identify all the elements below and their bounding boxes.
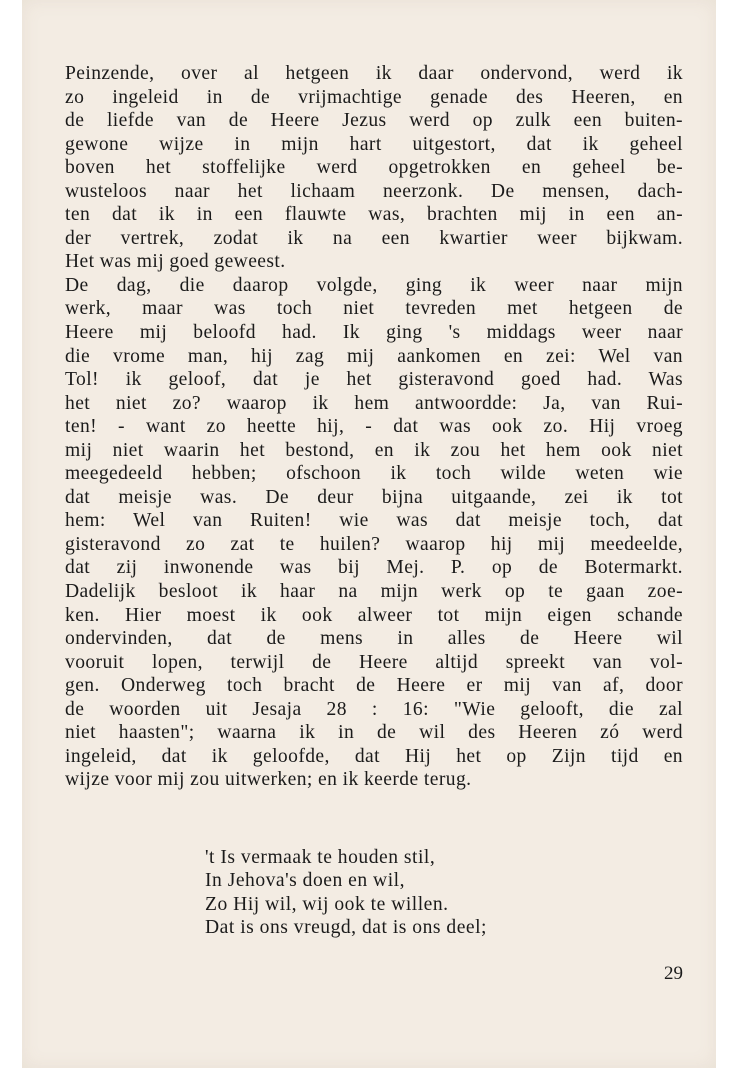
body-text <box>65 62 683 792</box>
text-line: dat zij inwonende was bij Mej. P. op de Botermarkt. <box>65 557 683 579</box>
text-line: niet haasten"; waarna ik in de wil des Heeren zó werd <box>65 722 683 744</box>
text-line: Dadelijk besloot ik haar na mijn werk op te gaan zoe- <box>65 581 683 603</box>
book-page <box>22 0 716 1068</box>
poem-line: In Jehova's doen en wil, <box>205 870 405 892</box>
text-line: die vrome man, hij zag mij aankomen en zei: Wel van <box>65 345 683 367</box>
text-line: de liefde van de Heere Jezus werd op zulk een buiten- <box>65 110 683 132</box>
text-line: wijze voor mij zou uitwerken; en ik keerde terug. <box>65 769 472 791</box>
text-line: Tol! ik geloof, dat je het gisteravond goed had. Was <box>65 369 683 391</box>
text-line: gisteravond zo zat te huilen? waarop hij mij meedeelde, <box>65 533 683 555</box>
text-line: De dag, die daarop volgde, ging ik weer naar mijn <box>65 274 683 296</box>
text-line: ondervinden, dat de mens in alles de Heere wil <box>65 628 683 650</box>
text-line: vooruit lopen, terwijl de Heere altijd spreekt van vol- <box>65 651 683 673</box>
poem-line: Dat is ons vreugd, dat is ons deel; <box>205 916 487 938</box>
text-line: mij niet waarin het bestond, en ik zou het hem ook niet <box>65 439 683 461</box>
poem-stanza <box>205 846 487 939</box>
text-line: het niet zo? waarop ik hem antwoordde: Ja, van Rui- <box>65 392 683 414</box>
text-line: ingeleid, dat ik geloofde, dat Hij het op Zijn tijd en <box>65 745 683 767</box>
text-line: boven het stoffelijke werd opgetrokken en geheel be- <box>65 157 683 179</box>
text-line: Heere mij beloofd had. Ik ging 's middags weer naar <box>65 322 683 344</box>
text-line: der vertrek, zodat ik na een kwartier weer bijkwam. <box>65 227 683 249</box>
text-line: gewone wijze in mijn hart uitgestort, dat ik geheel <box>65 133 683 155</box>
text-line: Peinzende, over al hetgeen ik daar ondervond, werd ik <box>65 63 683 84</box>
text-line: Het was mij goed geweest. <box>65 251 286 273</box>
text-line: gen. Onderweg toch bracht de Heere er mij van af, door <box>65 675 683 697</box>
text-line: dat meisje was. De deur bijna uitgaande, zei ik tot <box>65 486 683 508</box>
poem-line: Zo Hij wil, wij ook te willen. <box>205 893 449 915</box>
text-line: ten dat ik in een flauwte was, brachten mij in een an- <box>65 204 683 226</box>
page-number: 29 <box>664 963 683 984</box>
text-line: ken. Hier moest ik ook alweer tot mijn eigen schande <box>65 604 683 626</box>
text-line: ten! - want zo heette hij, - dat was ook zo. Hij vroeg <box>65 416 683 438</box>
text-line: zo ingeleid in de vrijmachtige genade des Heeren, en <box>65 86 683 108</box>
text-line: de woorden uit Jesaja 28 : 16: "Wie gelooft, die zal <box>65 698 683 720</box>
text-line: wusteloos naar het lichaam neerzonk. De mensen, dach- <box>65 180 683 202</box>
text-line: meegedeeld hebben; ofschoon ik toch wilde weten wie <box>65 463 683 485</box>
text-line: werk, maar was toch niet tevreden met hetgeen de <box>65 298 683 320</box>
poem-line: 't Is vermaak te houden stil, <box>205 847 436 868</box>
text-line: hem: Wel van Ruiten! wie was dat meisje toch, dat <box>65 510 683 532</box>
